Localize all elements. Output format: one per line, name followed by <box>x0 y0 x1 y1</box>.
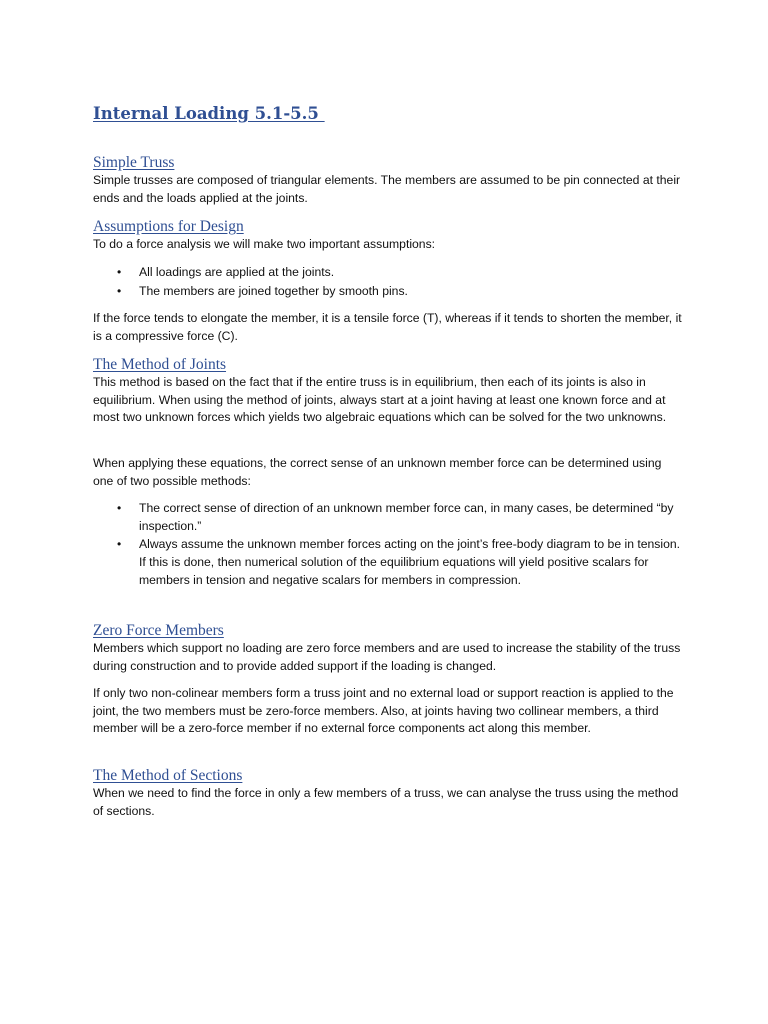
method-of-joints-bullet-list <box>93 500 683 590</box>
paragraph-method-of-sections: When we need to find the force in only a few members of a truss, we can analyse the truss using the method of sections. <box>93 786 679 818</box>
list-item <box>93 264 683 282</box>
bullet-icon: • <box>117 283 122 298</box>
list-item-text: The correct sense of direction of an unknown member force can, in many cases, be determined “by inspection.” <box>139 501 674 533</box>
heading-method-of-joints: The Method of Joints <box>93 356 227 373</box>
list-item-text: The members are joined together by smooth pins. <box>139 283 408 298</box>
document-title: Internal Loading 5.1-5.5 <box>93 104 325 123</box>
list-item-text: Always assume the unknown member forces acting on the joint’s free-body diagram to be in tension. If this is done, then numerical solution of the equilibrium equations will yield positive scalars for members in tension and negative scalars for members in compression. <box>139 537 681 587</box>
bullet-icon: • <box>117 265 122 279</box>
heading-assumptions-for-design: Assumptions for Design <box>93 218 244 235</box>
paragraph-tension-compression: If the force tends to elongate the member, it is a tensile force (T), whereas if it tends to shorten the member, it is a compressive force (C). <box>93 311 682 343</box>
list-item <box>93 283 683 301</box>
bullet-icon: • <box>117 501 122 515</box>
list-item <box>93 500 683 535</box>
assumptions-bullet-list <box>93 264 683 300</box>
list-item <box>93 536 683 589</box>
paragraph-assumptions-intro: To do a force analysis we will make two important assumptions: <box>93 237 436 251</box>
paragraph-zero-force-1: Members which support no loading are zero force members and are used to increase the stability of the truss during construction and to provide added support if the loading is changed. <box>93 641 681 673</box>
list-item-text: All loadings are applied at the joints. <box>139 265 335 279</box>
heading-zero-force-members: Zero Force Members <box>93 622 224 639</box>
heading-method-of-sections: The Method of Sections <box>93 767 243 784</box>
paragraph-zero-force-2: If only two non-colinear members form a truss joint and no external load or support reaction is applied to the joint, the two members must be zero-force members. Also, at joints having two collinear members, a third member will be a zero-force member if no external force components act along this member. <box>93 686 674 736</box>
paragraph-method-of-joints-2: When applying these equations, the correct sense of an unknown member force can be determined using one of two possible methods: <box>93 456 662 488</box>
heading-simple-truss: Simple Truss <box>93 154 175 171</box>
paragraph-method-of-joints-1: This method is based on the fact that if the entire truss is in equilibrium, then each of its joints is also in equilibrium. When using the method of joints, always start at a joint having at least one known force and at most two unknown forces which yields two algebraic equations which can be solved for the two unknowns. <box>93 375 667 425</box>
paragraph-simple-truss: Simple trusses are composed of triangular elements. The members are assumed to be pin connected at their ends and the loads applied at the joints. <box>93 173 681 205</box>
bullet-icon: • <box>117 537 122 552</box>
